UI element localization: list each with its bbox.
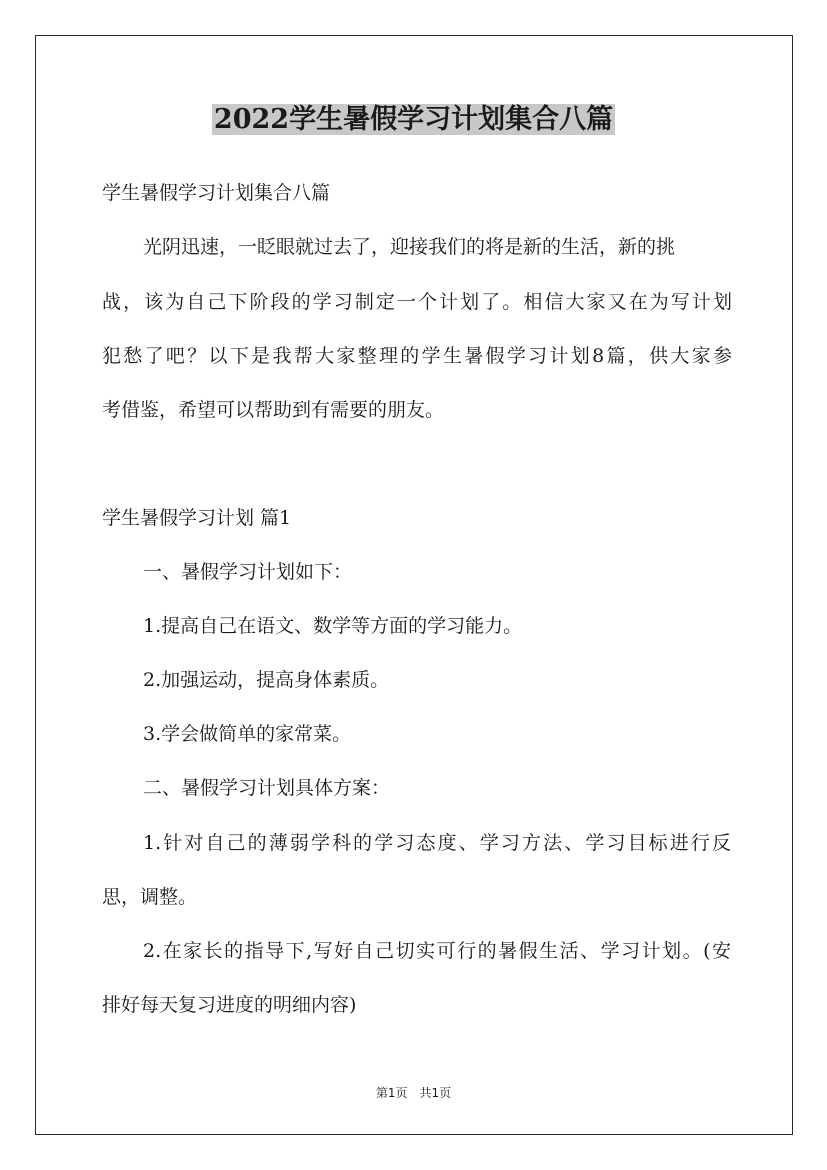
- section-heading: 学生暑假学习计划 篇1: [102, 507, 292, 529]
- document-subtitle: 学生暑假学习计划集合八篇: [102, 182, 331, 204]
- plan-item-heading-2: 二、暑假学习计划具体方案：: [143, 777, 391, 799]
- intro-line-1: 光阴迅速，一眨眼就过去了，迎接我们的将是新的生活，新的挑: [143, 236, 676, 258]
- goal-item-1: 1.提高自己在语文、数学等方面的学习能力。: [143, 615, 523, 637]
- plan-detail-2-line-1: 2.在家长的指导下,写好自己切实可行的暑假生活、学习计划。(安: [143, 940, 731, 962]
- goal-item-2: 2.加强运动，提高身体素质。: [143, 669, 390, 691]
- intro-line-4: 考借鉴，希望可以帮助到有需要的朋友。: [102, 399, 445, 421]
- intro-line-3: 犯愁了吧？以下是我帮大家整理的学生暑假学习计划8篇，供大家参: [102, 345, 732, 367]
- page-footer: 第1页 共1页: [375, 1086, 452, 1100]
- plan-detail-1-line-1: 1.针对自己的薄弱学科的学习态度、学习方法、学习目标进行反: [143, 832, 731, 854]
- document-title: 2022学生暑假学习计划集合八篇: [213, 104, 614, 135]
- plan-detail-2-line-2: 排好每天复习进度的明细内容): [102, 994, 357, 1016]
- goal-item-3: 3.学会做简单的家常菜。: [143, 723, 352, 745]
- intro-line-2: 战，该为自己下阶段的学习制定一个计划了。相信大家又在为写计划: [102, 291, 732, 313]
- plan-detail-1-line-2: 思，调整。: [102, 886, 198, 908]
- plan-item-heading-1: 一、暑假学习计划如下：: [143, 561, 353, 583]
